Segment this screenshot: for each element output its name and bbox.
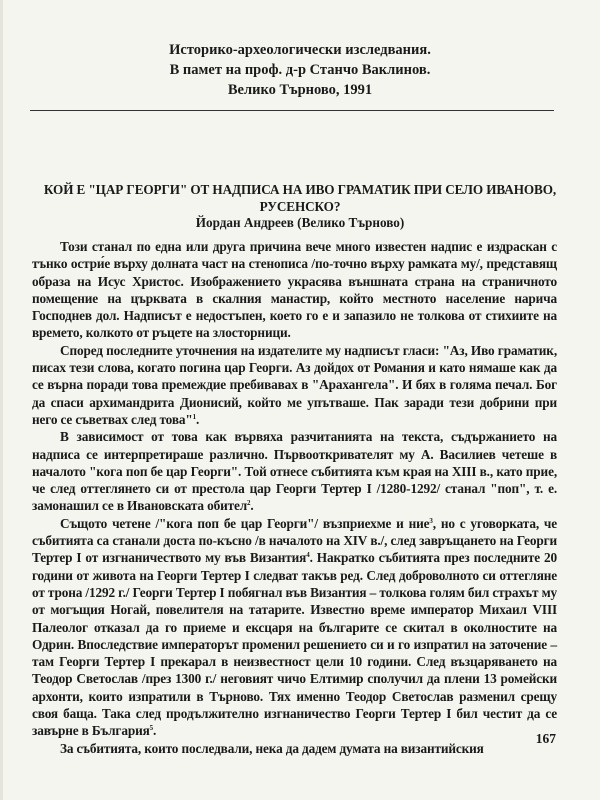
footnote-ref: 1 — [192, 412, 196, 421]
punctuation: . — [195, 411, 200, 427]
header-divider — [30, 110, 554, 111]
footnote-ref: 5 — [149, 724, 153, 733]
paragraph-5 — [32, 740, 557, 757]
paragraph-1 — [32, 238, 557, 342]
paragraph-text: Този станал по една или друга причина вече много известен надпис е издраскан с тънко остри́е върху долната част на стенописа /по-точно върху рамката му/, представящ образа на Исус Христос. Изображението украсява външната страна на страничното помещение на църквата в скалния манастир, който местното население нарича Господнев дол. Надписът е недостъпен, което го е и запазило не толкова от стихиите на времето, колкото от ръцете на злосторници. — [32, 239, 557, 341]
paragraph-text: . Накратко събитията през последните 20 години от живота на Георги Тертер I следват такъв ред. След доброволното си оттегляне от трона /1292 г./ Георги Тертер I побягнал във Византия – толкова голям бил страхът му от могъщия Ногай, повелителя на татарите. Известно време император Михаил VIII Палеолог отказал да го приеме и ексцаря на българите се скитал в околностите на Одрин. Впоследствие императорът променил решението си и го изпратил на заточение – там Георги Тертер I прекарал в неизвестност цели 10 години. След възцаряването на Теодор Светослав /през 1300 г./ неговият чичо Елтимир сполучил да плени 13 ромейски архонти, които изпратили в Търново. Тях именно Теодор Светослав разменил срещу своя баща. Така след продължително изгнаничество Георги Тертер I бил честит да се завърне в България — [32, 550, 557, 739]
page-binding-edge — [0, 0, 3, 800]
header-series-title: Историко-археологически изследвания. — [169, 42, 431, 58]
paragraph-3 — [32, 428, 557, 514]
footnote-ref: 3 — [429, 516, 433, 525]
header-dedication: В памет на проф. д-р Станчо Ваклинов. — [169, 62, 431, 78]
paragraph-text: За събитията, които последвали, нека да дадем думата на византийския — [60, 740, 484, 756]
paragraph-4 — [32, 515, 557, 740]
article-title: КОЙ Е "ЦАР ГЕОРГИ" ОТ НАДПИСА НА ИВО ГРАМАТИК ПРИ СЕЛО ИВАНОВО, РУСЕНСКО? — [43, 182, 557, 214]
footnote-ref: 4 — [306, 551, 310, 560]
footnote-ref: 2 — [247, 499, 251, 508]
punctuation: . — [152, 723, 157, 739]
paragraph-2 — [32, 342, 557, 428]
paragraph-text: Същото четене /"кога поп бе цар Георги"/ възприехме и ние — [60, 515, 430, 531]
punctuation: . — [250, 498, 254, 514]
publication-header — [0, 40, 600, 100]
page-number: 167 — [535, 731, 556, 746]
paragraph-text: , но с уговорката, че събитията са станали доста по-късно /в началото на XIV в./, след завръщането на Георги Тертер I от изгнаничеството му във Византия — [32, 515, 558, 566]
header-place-year: Велико Търново, 1991 — [227, 82, 373, 98]
article-body — [32, 238, 557, 757]
paragraph-text: В зависимост от това как вървяха разчитанията на текста, съдържанието на надписа се интерпретираше различно. Първооткривателят му А. Василиев четеше в началото "кога поп бе цар Георги". Той отнесе събитията към края на XIII в., като прие, че след оттеглянето си от престола цар Георги Тертер I /1280-1292/ станал "поп", т. е. замонашил се в Ивановската обител — [32, 429, 557, 514]
paragraph-text: Според последните уточнения на издателите му надписът гласи: "Аз, Иво граматик, писах тези слова, когато погина цар Георги. Аз дойдох от Романия и като нямаше как да се върна поради това премеждие пребивавах в "Арахангела". И бях в голяма печал. Бог да спаси архимандрита Дионисий, който ме упътваше. Пак заради тези добрини при него се съветвах след това" — [32, 342, 557, 427]
article-author: Йордан Андреев (Велико Търново) — [195, 215, 405, 230]
